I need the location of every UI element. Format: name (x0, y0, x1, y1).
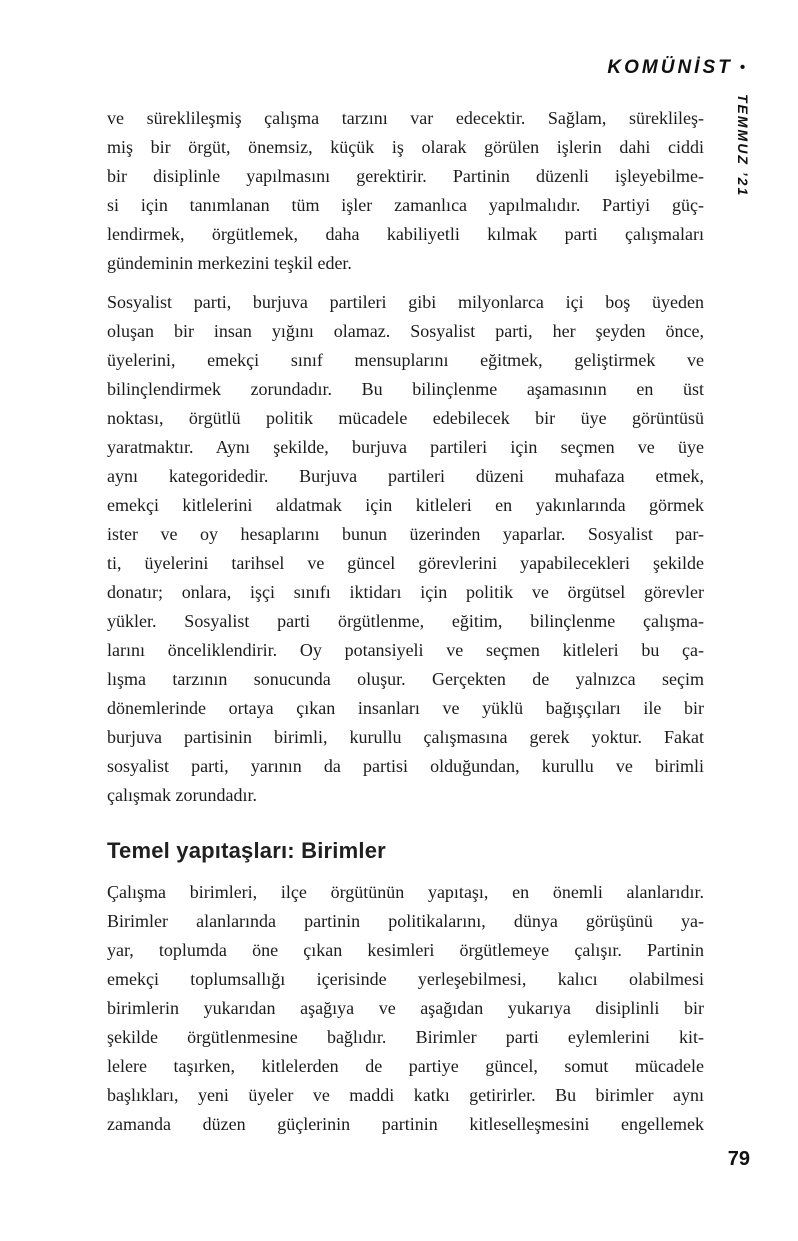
text-line: lendirmek, örgütlemek, daha kabiliyetli kılmak parti çalışmaları (107, 224, 704, 244)
text-line: lışma tarzının sonucunda oluşur. Gerçekten de yalnızca seçim (107, 669, 704, 689)
paragraph-2 (107, 288, 704, 810)
section-heading: Temel yapıtaşları: Birimler (107, 838, 386, 863)
text-line: lelere taşırken, kitlelerden de partiye güncel, somut mücadele (107, 1056, 704, 1076)
text-line: birimlerin yukarıdan aşağıya ve aşağıdan yukarıya disiplinli bir (107, 998, 704, 1018)
text-line: zamanda düzen güçlerinin partinin kitleselleşmesini engellemek (107, 1114, 704, 1134)
text-line: ti, üyelerini tarihsel ve güncel görevlerini yapabilecekleri şekilde (107, 553, 704, 573)
text-line: aynı kategoridedir. Burjuva partileri düzeni muhafaza etmek, (107, 466, 704, 486)
text-line: yar, toplumda öne çıkan kesimleri örgütlemeye çalışır. Partinin (107, 940, 704, 960)
text-line: sosyalist parti, yarının da partisi olduğundan, kurullu ve birimli (107, 756, 704, 776)
text-line: üyelerini, emekçi sınıf mensuplarını eğitmek, geliştirmek ve (107, 350, 704, 370)
text-line: burjuva partisinin birimli, kurullu çalışmasına gerek yoktur. Fakat (107, 727, 704, 747)
text-line: oluşan bir insan yığını olamaz. Sosyalist parti, her şeyden önce, (107, 321, 704, 341)
paragraph-1 (107, 104, 704, 278)
page-number: 79 (727, 1148, 750, 1170)
text-line: çalışmak zorundadır. (107, 785, 257, 805)
text-line: yaratmaktır. Aynı şekilde, burjuva partileri için seçmen ve üye (107, 437, 704, 457)
text-line: miş bir örgüt, önemsiz, küçük iş olarak görülen işlerin dahi ciddi (107, 137, 704, 157)
text-line: larını önceliklendirir. Oy potansiyeli ve seçmen kitleleri bu ça- (107, 640, 704, 660)
paragraph-3 (107, 878, 704, 1139)
text-line: başlıkları, yeni üyeler ve maddi katkı getirirler. Bu birimler aynı (107, 1085, 704, 1105)
text-line: bir disiplinle yapılmasını gerektirir. Partinin düzenli işleyebilme- (107, 166, 704, 186)
text-line: şekilde örgütlenmesine bağlıdır. Birimler parti eylemlerini kit- (107, 1027, 704, 1047)
text-line: noktası, örgütlü politik mücadele edebilecek bir üye görüntüsü (107, 408, 704, 428)
text-line: ve süreklileşmiş çalışma tarzını var edecektir. Sağlam, süreklileş- (107, 108, 704, 128)
text-line: ister ve oy hesaplarını bunun üzerinden yaparlar. Sosyalist par- (107, 524, 704, 544)
journal-title: KOMÜNİST (607, 57, 733, 78)
page-content (107, 104, 704, 1149)
issue-label: TEMMUZ ’21 (735, 94, 751, 198)
text-line: bilinçlendirmek zorundadır. Bu bilinçlenme aşamasının en üst (107, 379, 704, 399)
text-line: Birimler alanlarında partinin politikalarını, dünya görüşünü ya- (107, 911, 704, 931)
text-line: emekçi toplumsallığı içerisinde yerleşebilmesi, kalıcı olabilmesi (107, 969, 704, 989)
text-line: Sosyalist parti, burjuva partileri gibi milyonlarca içi boş üyeden (107, 292, 704, 312)
text-line: emekçi kitlelerini aldatmak için kitleleri en yakınlarında görmek (107, 495, 704, 515)
masthead-bullet-icon: • (739, 59, 745, 77)
text-line: si için tanımlanan tüm işler zamanlıca yapılmalıdır. Partiyi güç- (107, 195, 704, 215)
text-line: yükler. Sosyalist parti örgütlenme, eğitim, bilinçlenme çalışma- (107, 611, 704, 631)
text-line: Çalışma birimleri, ilçe örgütünün yapıtaşı, en önemli alanlarıdır. (107, 882, 704, 902)
journal-masthead (607, 57, 745, 79)
text-line: donatır; onlara, işçi sınıfı iktidarı için politik ve örgütsel görevler (107, 582, 704, 602)
text-line: dönemlerinde ortaya çıkan insanları ve yüklü bağışçıları ile bir (107, 698, 704, 718)
text-line: gündeminin merkezini teşkil eder. (107, 253, 352, 273)
